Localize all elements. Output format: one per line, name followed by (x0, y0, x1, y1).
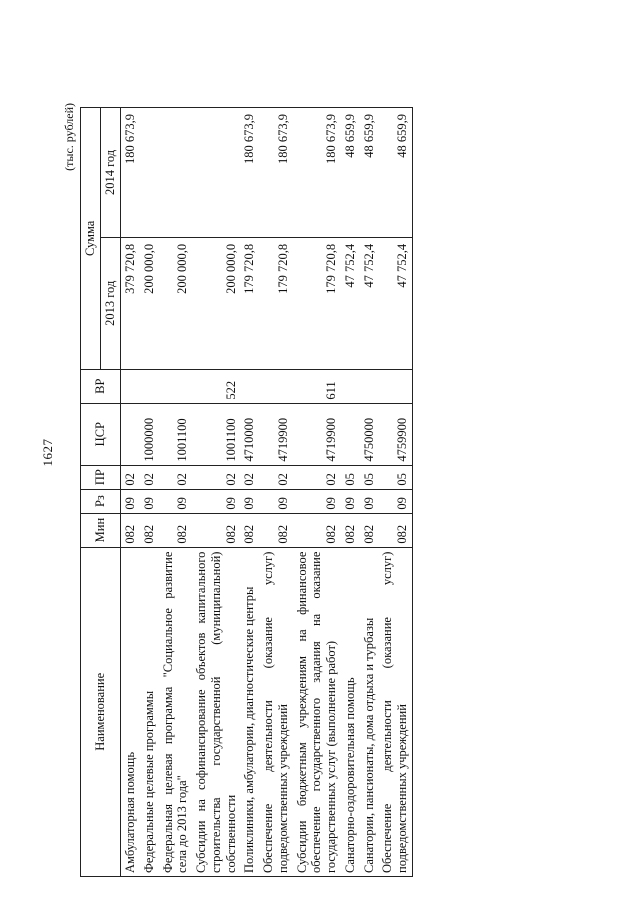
row-min: 082 (293, 513, 341, 547)
row-pr: 05 (378, 465, 412, 489)
row-rz: 09 (378, 489, 412, 513)
row-pr: 02 (140, 465, 159, 489)
row-pr: 02 (293, 465, 341, 489)
header-csr: ЦСР (81, 403, 121, 465)
row-csr: 1000000 (140, 403, 159, 465)
row-csr: 4719900 (259, 403, 293, 465)
row-vr: 611 (293, 369, 341, 403)
row-name: Поликлиники, амбулатории, диагностические центры (240, 547, 259, 876)
row-rz: 09 (293, 489, 341, 513)
row-name: Обеспечение деятельности (оказание услуг) подведомственных учреждений (378, 547, 412, 876)
table-row (378, 108, 412, 877)
row-name: Субсидии на софинансирование объектов капитального строительства государственной (муниципальной) собственности (192, 547, 240, 876)
row-name: Санаторно-оздоровительная помощь (341, 547, 360, 876)
row-sum-2014: 48 659,9 (360, 108, 379, 238)
row-csr (341, 403, 360, 465)
row-sum-2014: 180 673,9 (240, 108, 259, 238)
row-pr: 05 (360, 465, 379, 489)
row-csr: 4719900 (293, 403, 341, 465)
table-row (192, 108, 240, 877)
row-pr: 02 (259, 465, 293, 489)
row-vr: 522 (192, 369, 240, 403)
row-name: Федеральная целевая программа "Социальное развитие села до 2013 года" (159, 547, 193, 876)
row-sum-2014 (140, 108, 159, 238)
header-rz: Рз (81, 489, 121, 513)
header-sum: Сумма (81, 108, 101, 370)
row-vr (378, 369, 412, 403)
row-min: 082 (360, 513, 379, 547)
header-pr: ПР (81, 465, 121, 489)
row-sum-2014: 48 659,9 (378, 108, 412, 238)
row-vr (159, 369, 193, 403)
header-2013: 2013 год (101, 237, 121, 369)
row-csr: 4759900 (378, 403, 412, 465)
row-name: Федеральные целевые программы (140, 547, 159, 876)
table-row (140, 108, 159, 877)
row-rz: 09 (240, 489, 259, 513)
row-sum-2013: 379 720,8 (121, 237, 140, 369)
row-name: Санатории, пансионаты, дома отдыха и турбазы (360, 547, 379, 876)
row-sum-2014: 180 673,9 (293, 108, 341, 238)
row-min: 082 (121, 513, 140, 547)
row-rz: 09 (341, 489, 360, 513)
row-sum-2013: 179 720,8 (240, 237, 259, 369)
row-csr: 4750000 (360, 403, 379, 465)
table-row (341, 108, 360, 877)
row-vr (140, 369, 159, 403)
row-min: 082 (378, 513, 412, 547)
table-row (293, 108, 341, 877)
row-rz: 09 (259, 489, 293, 513)
row-min: 082 (341, 513, 360, 547)
row-sum-2013: 47 752,4 (378, 237, 412, 369)
row-vr (240, 369, 259, 403)
budget-table (80, 107, 413, 877)
row-rz: 09 (360, 489, 379, 513)
row-name: Обеспечение деятельности (оказание услуг) подведомственных учреждений (259, 547, 293, 876)
row-csr: 1001100 (192, 403, 240, 465)
row-sum-2013: 179 720,8 (293, 237, 341, 369)
row-sum-2013: 47 752,4 (360, 237, 379, 369)
row-vr (259, 369, 293, 403)
table-row (159, 108, 193, 877)
row-rz: 09 (159, 489, 193, 513)
row-min: 082 (192, 513, 240, 547)
row-pr: 02 (240, 465, 259, 489)
row-min: 082 (140, 513, 159, 547)
row-name: Субсидии бюджетным учреждениям на финансовое обеспечение государственного задания на оказание государственных услуг (выполнение работ) (293, 547, 341, 876)
row-csr (121, 403, 140, 465)
table-body (121, 108, 413, 877)
row-rz: 09 (140, 489, 159, 513)
unit-note: (тыс. рублей) (62, 103, 76, 171)
row-min: 082 (240, 513, 259, 547)
row-vr (121, 369, 140, 403)
row-pr: 02 (121, 465, 140, 489)
table-row (240, 108, 259, 877)
row-min: 082 (159, 513, 193, 547)
header-min: Мин (81, 513, 121, 547)
row-csr: 1001100 (159, 403, 193, 465)
row-sum-2013: 179 720,8 (259, 237, 293, 369)
table-row (360, 108, 379, 877)
row-sum-2014: 180 673,9 (121, 108, 140, 238)
row-vr (341, 369, 360, 403)
row-rz: 09 (192, 489, 240, 513)
row-vr (360, 369, 379, 403)
header-vr: ВР (81, 369, 121, 403)
row-sum-2014 (192, 108, 240, 238)
table-header (81, 108, 121, 877)
row-pr: 02 (192, 465, 240, 489)
row-sum-2013: 47 752,4 (341, 237, 360, 369)
row-sum-2014 (159, 108, 193, 238)
table-row (259, 108, 293, 877)
header-name: Наименование (81, 547, 121, 876)
row-sum-2013: 200 000,0 (192, 237, 240, 369)
row-min: 082 (259, 513, 293, 547)
row-sum-2013: 200 000,0 (159, 237, 193, 369)
row-rz: 09 (121, 489, 140, 513)
row-csr: 4710000 (240, 403, 259, 465)
row-name: Амбулаторная помощь (121, 547, 140, 876)
row-pr: 02 (159, 465, 193, 489)
row-sum-2014: 48 659,9 (341, 108, 360, 238)
header-2014: 2014 год (101, 108, 121, 238)
row-sum-2014: 180 673,9 (259, 108, 293, 238)
row-sum-2013: 200 000,0 (140, 237, 159, 369)
page-number: 1627 (40, 438, 55, 467)
table-row (121, 108, 140, 877)
row-pr: 05 (341, 465, 360, 489)
